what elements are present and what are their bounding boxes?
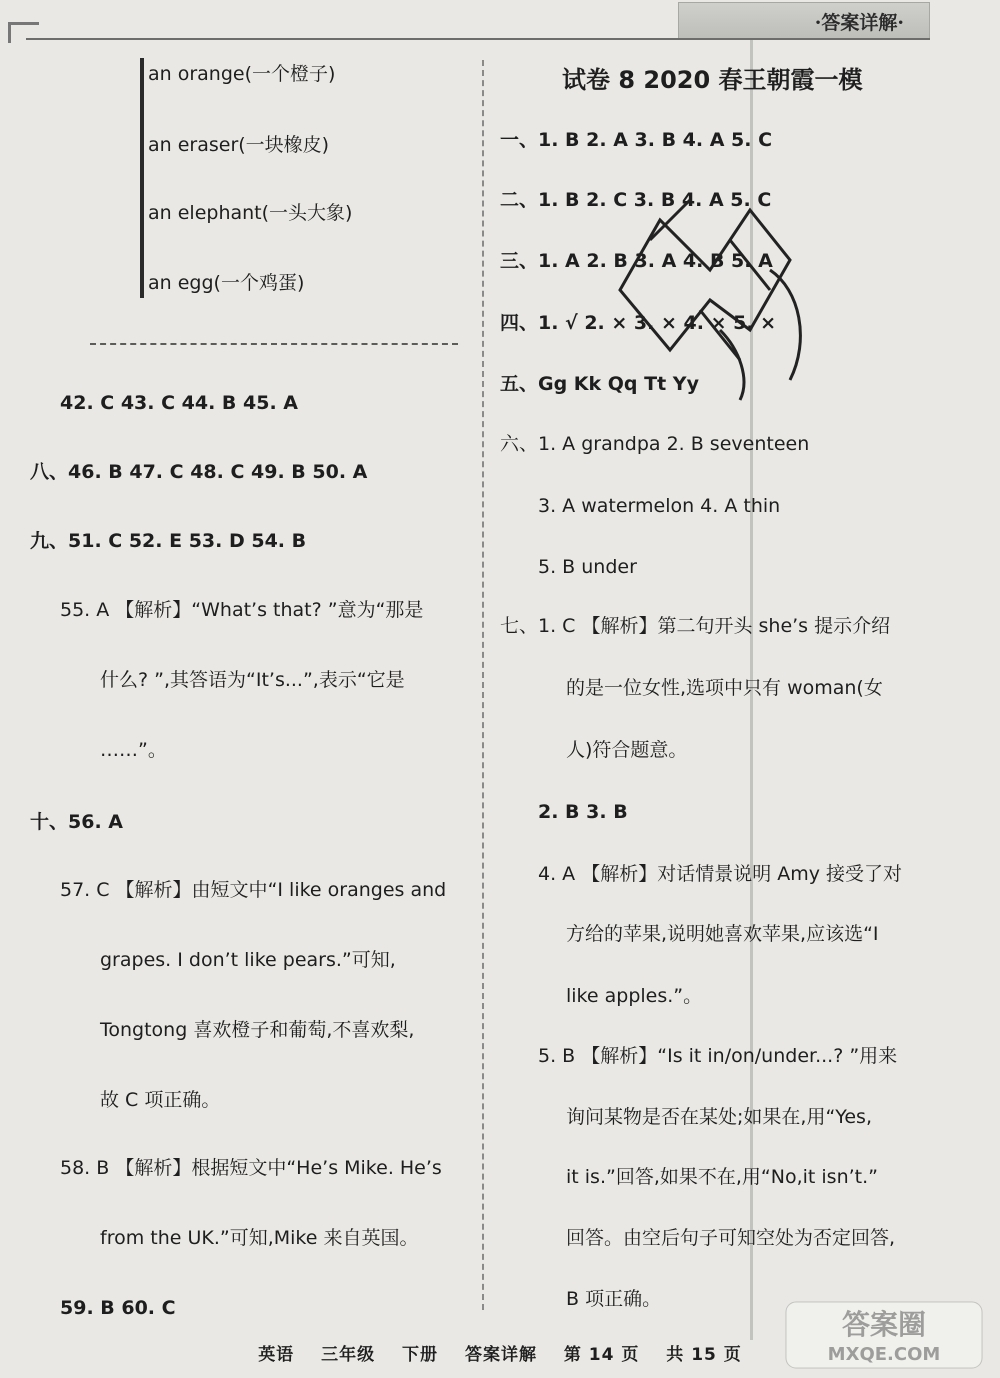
answer-line: grapes. I don’t like pears.”可知, bbox=[100, 949, 396, 971]
answer-line: 42. C 43. C 44. B 45. A bbox=[60, 392, 299, 414]
answer-line: 一、1. B 2. A 3. B 4. A 5. C bbox=[500, 129, 773, 151]
answer-line: 5. B under bbox=[538, 556, 637, 578]
footer-subject: 英语 bbox=[258, 1345, 295, 1365]
column-divider bbox=[482, 60, 484, 1310]
answer-line: 57. C 【解析】由短文中“I like oranges and bbox=[60, 879, 447, 901]
answer-line: it is.”回答,如果不在,用“No,it isn’t.” bbox=[566, 1166, 878, 1188]
svg-text:MXQE.COM: MXQE.COM bbox=[827, 1344, 941, 1365]
answer-line: 七、1. C 【解析】第二句开头 she’s 提示介绍 bbox=[500, 615, 891, 637]
answer-line: 2. B 3. B bbox=[538, 801, 628, 823]
answer-line: 询问某物是否在某处;如果在,用“Yes, bbox=[566, 1106, 872, 1128]
handwritten-stamp bbox=[600, 180, 840, 410]
answer-line: 故 C 项正确。 bbox=[100, 1089, 221, 1111]
answer-line: 四、1. √ 2. × 3. × 4. × 5. × bbox=[500, 312, 777, 334]
answer-line: 三、1. A 2. B 3. A 4. B 5. A bbox=[500, 250, 773, 272]
answer-line: 回答。由空后句子可知空处为否定回答, bbox=[566, 1227, 896, 1249]
answer-line: 十、56. A bbox=[30, 811, 123, 833]
answer-line: 55. A 【解析】“What’s that? ”意为“那是 bbox=[60, 599, 424, 621]
answer-line: 什么? ”,其答语为“It’s...”,表示“它是 bbox=[100, 669, 405, 691]
word-item: an orange(一个橙子) bbox=[148, 63, 336, 85]
section-divider bbox=[90, 343, 458, 345]
word-list-bracket bbox=[140, 58, 144, 298]
footer-page-number: 第 14 页 bbox=[563, 1345, 640, 1365]
answer-line: 3. A watermelon 4. A thin bbox=[538, 495, 781, 517]
word-item: an egg(一个鸡蛋) bbox=[148, 272, 305, 294]
answer-line: B 项正确。 bbox=[566, 1288, 662, 1310]
answer-line: like apples.”。 bbox=[566, 985, 703, 1007]
answer-line: Tongtong 喜欢橙子和葡萄,不喜欢梨, bbox=[100, 1019, 415, 1041]
footer-page-total: 共 15 页 bbox=[666, 1345, 742, 1365]
footer-doc-type: 答案详解 bbox=[464, 1345, 537, 1365]
answer-line: 58. B 【解析】根据短文中“He’s Mike. He’s bbox=[60, 1157, 442, 1179]
footer-volume: 下册 bbox=[402, 1345, 439, 1365]
header-label: ·答案详解· bbox=[814, 12, 904, 34]
answer-line: 八、46. B 47. C 48. C 49. B 50. A bbox=[30, 461, 368, 483]
answer-line: 六、1. A grandpa 2. B seventeen bbox=[500, 433, 810, 455]
answer-line: 九、51. C 52. E 53. D 54. B bbox=[30, 530, 307, 552]
answer-line: 人)符合题意。 bbox=[566, 739, 688, 761]
answer-line: 5. B 【解析】“Is it in/on/under...? ”用来 bbox=[538, 1045, 898, 1067]
answer-line: 方给的苹果,说明她喜欢苹果,应该选“I bbox=[566, 923, 879, 945]
footer-grade: 三年级 bbox=[321, 1345, 376, 1365]
answer-line: ……”。 bbox=[100, 739, 167, 761]
answer-line: 五、Gg Kk Qq Tt Yy bbox=[500, 373, 699, 395]
answer-line: 二、1. B 2. C 3. B 4. A 5. C bbox=[500, 189, 772, 211]
svg-text:答案圈: 答案圈 bbox=[841, 1308, 927, 1341]
answer-line: 4. A 【解析】对话情景说明 Amy 接受了对 bbox=[538, 863, 903, 885]
answer-line: 59. B 60. C bbox=[60, 1297, 176, 1319]
answer-line: 的是一位女性,选项中只有 woman(女 bbox=[566, 677, 883, 699]
paper-title: 试卷 8 2020 春王朝霞一模 bbox=[562, 66, 863, 94]
answer-line: from the UK.”可知,Mike 来自英国。 bbox=[100, 1227, 419, 1249]
word-item: an elephant(一头大象) bbox=[148, 202, 353, 224]
watermark-logo bbox=[784, 1300, 984, 1370]
header-rule bbox=[26, 38, 930, 40]
word-item: an eraser(一块橡皮) bbox=[148, 134, 330, 156]
